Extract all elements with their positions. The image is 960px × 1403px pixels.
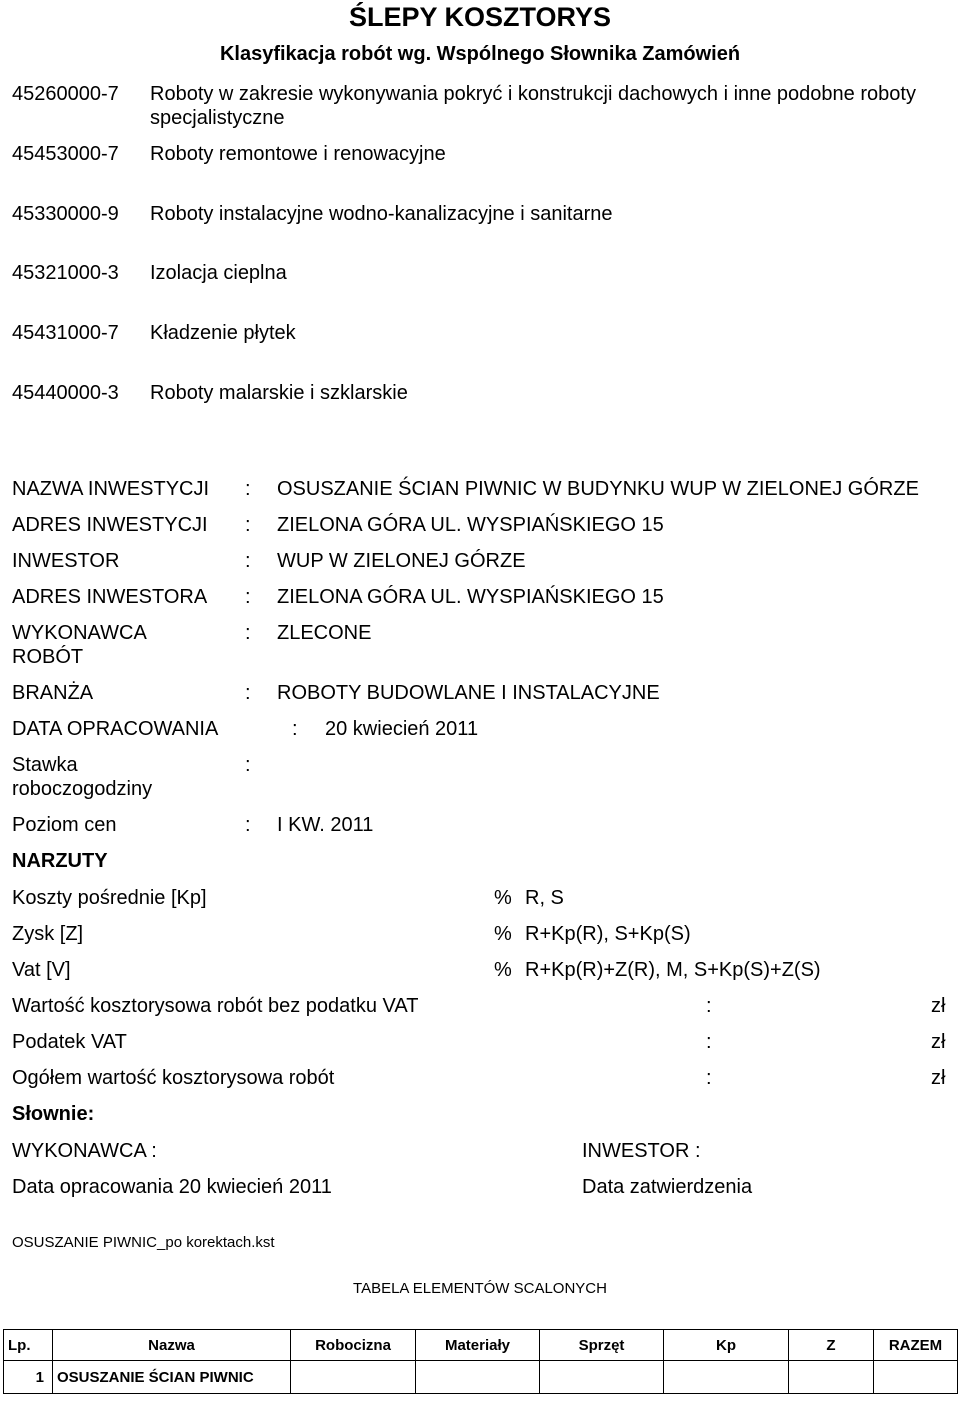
preparation-date-line: Data opracowania 20 kwiecień 2011 [12, 1176, 332, 1198]
in-words-label: Słownie: [12, 1103, 95, 1125]
column-header-z: Z [789, 1330, 874, 1361]
page-subtitle: Klasyfikacja robót wg. Wspólnego Słownika Zamówień [219, 43, 741, 65]
vat-label: Podatek VAT [12, 1031, 127, 1053]
investment-address-value: ZIELONA GÓRA UL. WYSPIAŃSKIEGO 15 [277, 514, 664, 536]
column-header-total: RAZEM [874, 1330, 958, 1361]
table-cell-kp [664, 1361, 789, 1394]
separator: : [245, 814, 251, 836]
table-cell-lp: 1 [4, 1361, 53, 1394]
cpv-description: Roboty instalacyjne wodno-kanalizacyjne i sanitarne [150, 203, 613, 225]
separator: : [706, 995, 712, 1017]
surcharge-label: Zysk [Z] [12, 923, 84, 945]
contractor-signature-label: WYKONAWCA : [12, 1140, 157, 1162]
table-cell-equipment [540, 1361, 664, 1394]
separator: : [245, 754, 251, 776]
column-header-equipment: Sprzęt [540, 1330, 664, 1361]
hourly-rate-label: Stawka [12, 754, 78, 776]
separator: : [245, 514, 251, 536]
investment-address-label: ADRES INWESTYCJI [12, 514, 208, 536]
separator: : [706, 1031, 712, 1053]
surcharge-basis: R, S [525, 887, 564, 909]
cpv-code: 45431000-7 [12, 322, 119, 344]
separator: : [245, 478, 251, 500]
cpv-code: 45260000-7 [12, 83, 119, 105]
cpv-description: Roboty remontowe i renowacyjne [150, 143, 446, 165]
total-net-label: Wartość kosztorysowa robót bez podatku VAT [12, 995, 419, 1017]
table-cell-name: OSUSZANIE ŚCIAN PIWNIC [53, 1361, 291, 1394]
preparation-date-label: DATA OPRACOWANIA [12, 718, 219, 740]
page-title: ŚLEPY KOSZTORYS [348, 2, 612, 32]
table-cell-total [874, 1361, 958, 1394]
file-name: OSUSZANIE PIWNIC_po korektach.kst [12, 1234, 275, 1251]
contractor-value: ZLECONE [277, 622, 372, 644]
column-header-labor: Robocizna [291, 1330, 416, 1361]
cpv-description: Roboty malarskie i szklarskie [150, 382, 408, 404]
table-header-row [4, 1330, 958, 1361]
table-cell-materials [416, 1361, 540, 1394]
total-gross-label: Ogółem wartość kosztorysowa robót [12, 1067, 335, 1089]
table-row [4, 1361, 958, 1394]
separator: : [706, 1067, 712, 1089]
cpv-description: Roboty w zakresie wykonywania pokryć i konstrukcji dachowych i inne podobne roboty specjalistyczne [150, 83, 916, 129]
separator: : [245, 550, 251, 572]
column-header-lp: Lp. [4, 1330, 53, 1361]
investment-name-label: NAZWA INWESTYCJI [12, 478, 210, 500]
contractor-label: WYKONAWCA [12, 622, 147, 644]
cpv-description: Izolacja cieplna [150, 262, 287, 284]
investor-address-value: ZIELONA GÓRA UL. WYSPIAŃSKIEGO 15 [277, 586, 664, 608]
cpv-description: Kładzenie płytek [150, 322, 296, 344]
separator: : [245, 682, 251, 704]
price-level-value: I KW. 2011 [277, 814, 374, 836]
hourly-rate-label-line2: roboczogodziny [12, 778, 153, 800]
investment-name-value: OSUSZANIE ŚCIAN PIWNIC W BUDYNKU WUP W ZIELONEJ GÓRZE [277, 478, 919, 500]
preparation-date-value: 20 kwiecień 2011 [325, 718, 479, 740]
summary-table [3, 1329, 958, 1394]
table-cell-z [789, 1361, 874, 1394]
column-header-materials: Materiały [416, 1330, 540, 1361]
table-cell-labor [291, 1361, 416, 1394]
separator: : [292, 718, 298, 740]
percent-sign: % [494, 887, 512, 909]
currency: zł [931, 995, 946, 1017]
column-header-kp: Kp [664, 1330, 789, 1361]
price-level-label: Poziom cen [12, 814, 117, 836]
investor-signature-label: INWESTOR : [582, 1140, 701, 1162]
cpv-code: 45330000-9 [12, 203, 119, 225]
separator: : [245, 586, 251, 608]
percent-sign: % [494, 959, 512, 981]
surcharge-basis: R+Kp(R), S+Kp(S) [525, 923, 691, 945]
surcharge-label: Koszty pośrednie [Kp] [12, 887, 207, 909]
branch-value: ROBOTY BUDOWLANE I INSTALACYJNE [277, 682, 660, 704]
cpv-code: 45321000-3 [12, 262, 119, 284]
approval-date-line: Data zatwierdzenia [582, 1176, 753, 1198]
currency: zł [931, 1031, 946, 1053]
contractor-label-line2: ROBÓT [12, 646, 84, 668]
surcharges-heading: NARZUTY [12, 850, 108, 872]
branch-label: BRANŻA [12, 682, 94, 704]
currency: zł [931, 1067, 946, 1089]
investor-value: WUP W ZIELONEJ GÓRZE [277, 550, 526, 572]
surcharge-label: Vat [V] [12, 959, 71, 981]
cpv-code: 45453000-7 [12, 143, 119, 165]
separator: : [245, 622, 251, 644]
surcharge-basis: R+Kp(R)+Z(R), M, S+Kp(S)+Z(S) [525, 959, 821, 981]
summary-table-title: TABELA ELEMENTÓW SCALONYCH [353, 1280, 607, 1297]
column-header-name: Nazwa [53, 1330, 291, 1361]
percent-sign: % [494, 923, 512, 945]
investor-label: INWESTOR [12, 550, 120, 572]
cpv-code: 45440000-3 [12, 382, 119, 404]
investor-address-label: ADRES INWESTORA [12, 586, 208, 608]
